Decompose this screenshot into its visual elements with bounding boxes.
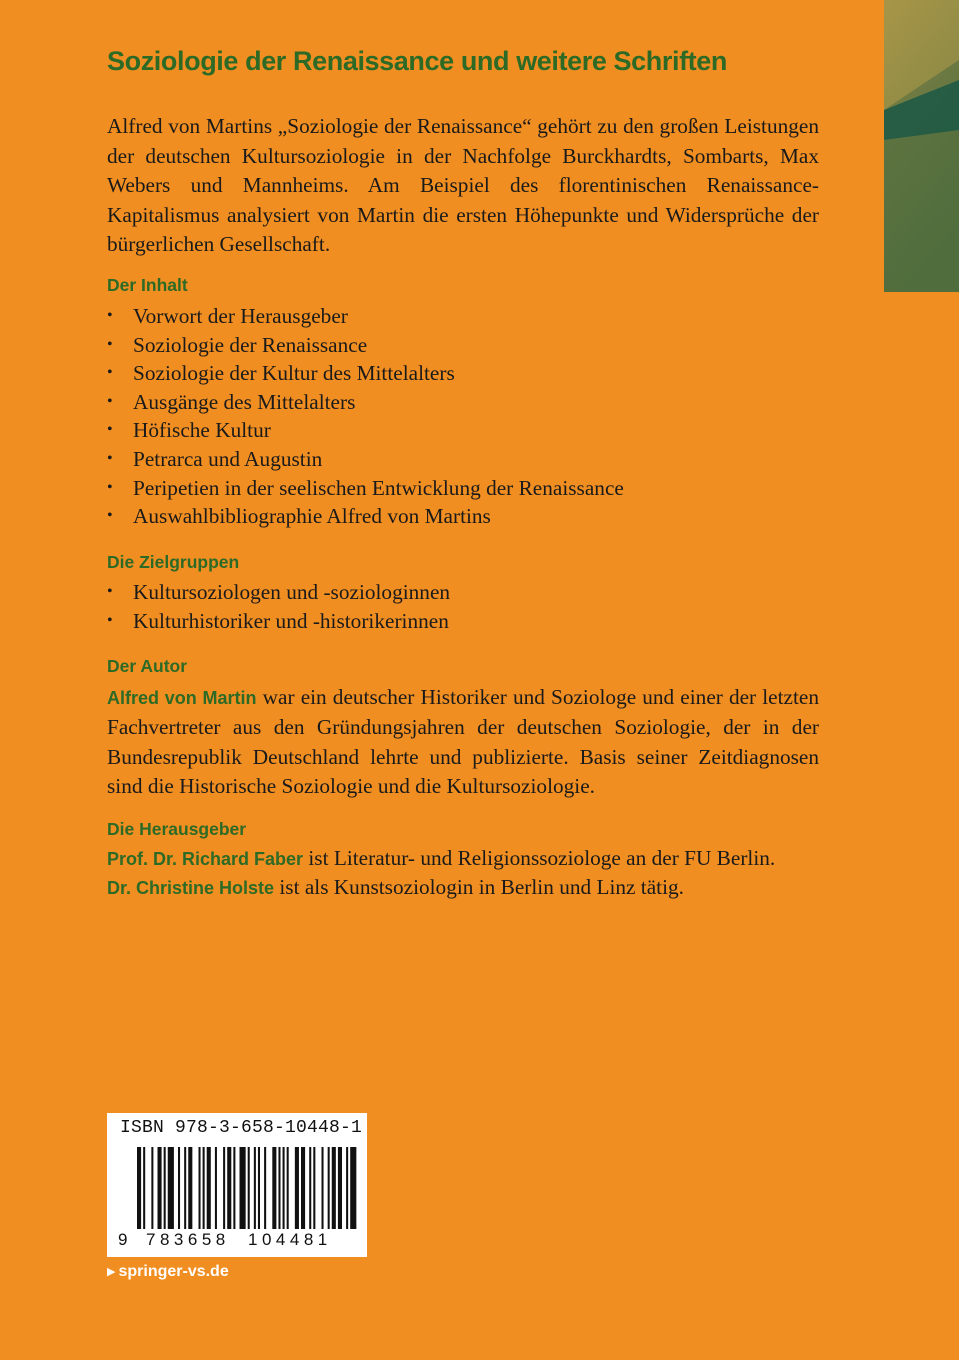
- editor-text: ist Literatur- und Religionssoziologe an der FU Berlin.: [308, 846, 776, 870]
- list-item: • Petrarca und Augustin: [107, 445, 624, 474]
- barcode-bar: [151, 1147, 153, 1229]
- barcode-bar: [346, 1147, 348, 1229]
- isbn-label: ISBN 978-3-658-10448-1: [120, 1118, 363, 1138]
- barcode-bar: [309, 1147, 311, 1229]
- barcode-bar: [207, 1147, 211, 1229]
- editor-line-2: [107, 875, 684, 900]
- barcode-bar: [287, 1147, 289, 1229]
- barcode-bar: [338, 1147, 342, 1229]
- barcode-bar: [184, 1147, 186, 1229]
- barcode-bar: [227, 1147, 231, 1229]
- section-heading-autor: Der Autor: [107, 656, 188, 676]
- editor-name: Prof. Dr. Richard Faber: [107, 849, 304, 869]
- barcode-bar: [199, 1147, 201, 1229]
- barcode-bar: [313, 1147, 315, 1229]
- barcode-bar: [322, 1147, 324, 1229]
- barcode-bar: [295, 1147, 299, 1229]
- list-item: • Ausgänge des Mittelalters: [107, 388, 624, 417]
- barcode-bar: [240, 1147, 246, 1229]
- barcode-bar: [143, 1147, 145, 1229]
- barcode-bar: [203, 1147, 205, 1229]
- barcode-bar: [168, 1147, 174, 1229]
- contents-list: [107, 302, 624, 531]
- list-item: • Soziologie der Renaissance: [107, 331, 624, 360]
- barcode-bar: [158, 1147, 162, 1229]
- editor-name: Dr. Christine Holste: [107, 878, 275, 898]
- barcode-bar: [332, 1147, 336, 1229]
- arrow-right-icon: ▶: [107, 1266, 116, 1278]
- barcode-bar: [328, 1147, 330, 1229]
- website-text: springer-vs.de: [118, 1263, 229, 1280]
- barcode-bar: [283, 1147, 285, 1229]
- list-item: • Kultursoziologen und -soziologinnen: [107, 578, 450, 607]
- editor-text: ist als Kunstsoziologin in Berlin und Linz tätig.: [279, 875, 684, 899]
- barcode-bar: [137, 1147, 141, 1229]
- list-item: • Peripetien in der seelischen Entwicklung der Renaissance: [107, 474, 624, 503]
- author-name: Alfred von Martin: [107, 688, 257, 708]
- barcode-bar: [164, 1147, 166, 1229]
- author-paragraph: [107, 683, 819, 801]
- list-item: • Soziologie der Kultur des Mittelalters: [107, 359, 624, 388]
- barcode-bar: [215, 1147, 217, 1229]
- barcode-bar: [258, 1147, 260, 1229]
- section-heading-zielgruppen: Die Zielgruppen: [107, 552, 240, 572]
- barcode-bar: [301, 1147, 305, 1229]
- barcode-bar: [178, 1147, 180, 1229]
- list-item: • Auswahlbibliographie Alfred von Martins: [107, 502, 624, 531]
- barcode-digits-group-1: 783658: [146, 1230, 230, 1249]
- intro-paragraph: Alfred von Martins „Soziologie der Renaissance“ gehört zu den großen Leistungen der deutschen Kultursoziologie in der Nachfolge Burckhardts, Sombarts, Max Webers und Mannheims. Am Beispiel des florentinischen Renaissance-Kapitalismus analysiert von Martin die ersten Höhepunkte und Widersprüche der bürgerlichen Gesellschaft.: [107, 114, 819, 257]
- barcode-bar: [272, 1147, 276, 1229]
- barcode-bar: [254, 1147, 256, 1229]
- barcode-bar: [233, 1147, 235, 1229]
- isbn-barcode: [107, 1113, 367, 1257]
- barcode-bar: [248, 1147, 250, 1229]
- section-heading-inhalt: Der Inhalt: [107, 275, 188, 295]
- barcode-digit-first: 9: [118, 1230, 128, 1249]
- barcode-bar: [188, 1147, 192, 1229]
- section-heading-herausgeber: Die Herausgeber: [107, 819, 247, 839]
- target-groups-list: [107, 578, 450, 635]
- barcode-bar: [278, 1147, 280, 1229]
- book-title: Soziologie der Renaissance und weitere Schriften: [107, 46, 727, 76]
- cover-corner-graphic: [884, 0, 959, 292]
- barcode-bar: [223, 1147, 225, 1229]
- barcode-digits-group-2: 104481: [248, 1230, 332, 1249]
- list-item: • Kulturhistoriker und -historikerinnen: [107, 607, 450, 636]
- author-text: war ein deutscher Historiker und Soziologe und einer der letzten Fachvertreter aus den Gründungsjahren der deutschen Soziologie, der in der Bundesrepublik Deutschland lehrte und publizierte. Basis seiner Zeitdiagnosen sind die Historische Soziologie und die Kultursoziologie.: [107, 685, 820, 798]
- barcode-bar: [350, 1147, 356, 1229]
- list-item: • Höfische Kultur: [107, 416, 624, 445]
- editor-line-1: [107, 846, 775, 871]
- list-item: • Vorwort der Herausgeber: [107, 302, 624, 331]
- website-link[interactable]: [107, 1263, 229, 1281]
- barcode-bar: [264, 1147, 266, 1229]
